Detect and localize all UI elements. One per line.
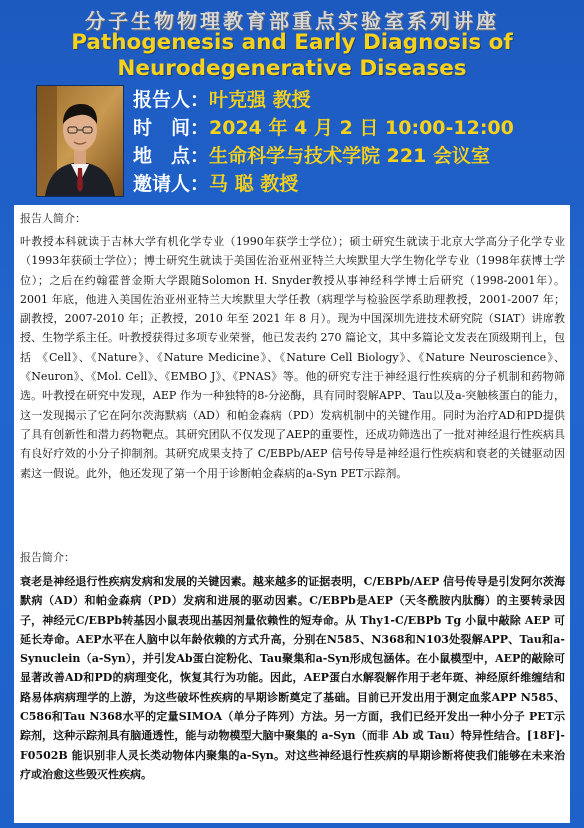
speaker-photo bbox=[36, 85, 124, 197]
host-label: 邀请人： bbox=[133, 173, 210, 195]
place-label: 地 点： bbox=[133, 145, 210, 167]
time-label: 时 间： bbox=[133, 117, 210, 139]
talk-title-line2: Neurodegenerative Diseases bbox=[117, 56, 467, 81]
time-value: 2024 年 4 月 2 日 10:00-12:00 bbox=[209, 117, 514, 139]
time-row bbox=[133, 114, 514, 142]
talk-title-line1: Pathogenesis and Early Diagnosis of bbox=[71, 30, 513, 55]
speaker-label: 报告人： bbox=[133, 89, 210, 111]
place-row bbox=[133, 142, 490, 170]
speaker-row bbox=[133, 86, 311, 114]
talk-title bbox=[0, 30, 584, 82]
speaker-name: 叶克强 教授 bbox=[209, 89, 311, 111]
host-name: 马 聪 教授 bbox=[209, 173, 299, 195]
series-title: 分子生物物理教育部重点实验室系列讲座 bbox=[85, 9, 499, 33]
abstract-heading: 报告简介： bbox=[20, 551, 75, 564]
place-value: 生命科学与技术学院 221 会议室 bbox=[209, 145, 490, 167]
bio-heading: 报告人简介： bbox=[20, 212, 86, 225]
host-row bbox=[133, 170, 298, 198]
abstract-paragraph: 衰老是神经退行性疾病发病和发展的关键因素。越来越多的证据表明，C/EBPb/AEP 信号传导是引发阿尔茨海默病（AD）和帕金森病（PD）发病和进展的驱动因素。C/EBPb是AEP（天冬酰胺内肽酶）的主要转录因子，神经元C/EBPb转基因小鼠表现出基因剂量依赖性的短寿命。从 Thy1-C/EBPb Tg 小鼠中敲除 AEP 可延长寿命。AEP水平在人脑中以年龄依赖的方式升高，分别在N585、N368和N103处裂解APP、Tau和a-Synuclein（a-Syn），并引发Ab蛋白淀粉化、Tau聚集和a-Syn形成包涵体。在小鼠模型中，AEP的敲除可显著改善AD和PD的病理变化，恢复其行为功能。因此，AEP蛋白水解裂解作用于老年斑、神经原纤维缠结和路易体病病理学的上游，为这些破坏性疾病的早期诊断奠定了基础。目前已开发出用于测定血浆APP N585、C586和Tau N368水平的定量SIMOA（单分子阵列）方法。另一方面，我们已经开发出一种小分子 PET示踪剂，这种示踪剂具有脑通透性，能与动物模型大脑中聚集的 a-Syn（而非 Ab 或 Tau）特异性结合。[18F]-F0502B 能识别非人灵长类动物体内聚集的a-Syn。对这些神经退行性疾病的早期诊断将使我们能够在未来治疗或治愈这些毁灭性疾病。 bbox=[20, 575, 565, 781]
content-panel bbox=[14, 205, 570, 823]
bio-paragraph: 叶教授本科就读于吉林大学有机化学专业（1990年获学士学位）；硕士研究生就读于北京大学高分子化学专业（1993年获硕士学位）；博士研究生就读于美国佐治亚州亚特兰大埃默里大学生物化学专业（1998年获博士学位）；之后在约翰霍普金斯大学跟随Solomon H. Snyder教授从事神经科学博士后研究（1998-2001年）。2001 年底，他进入美国佐治亚州亚特兰大埃默里大学任教（病理学与检验医学系助理教授，2001-2007 年；副教授，2007-2010 年；正教授，2010 年至 2021 年 8 月）。现为中国深圳先进技术研究院（SIAT）讲席教授、生物学系主任。叶教授获得过多项专业荣誉，他已发表约 270 篇论文，其中多篇论文发表在顶级期刊上，包括 《Cell》、《Nature》、《Nature Medicine》、《Nature Cell Biology》、《Nature Neuroscience》、《Neuron》、《Mol. Cell》、《EMBO J》、《PNAS》等。他的研究专注于神经退行性疾病的分子机制和药物筛选。叶教授在研究中发现，AEP 作为一种独特的8-分泌酶，具有同时裂解APP、Tau以及a-突触核蛋白的能力，这一发现揭示了它在阿尔茨海默病（AD）和帕金森病（PD）发病机制中的关键作用。同时为治疗AD和PD提供了具有创新性和潜力药物靶点。其研究团队不仅发现了AEP的重要性，还成功筛选出了一批对神经退行性疾病具有良好疗效的小分子抑制剂。其研究成果支持了 C/EBPb/AEP 信号传导是神经退行性疾病和衰老的关键驱动因素这一假说。此外，他还发现了第一个用于诊断帕金森病的a-Syn PET示踪剂。 bbox=[20, 235, 565, 480]
